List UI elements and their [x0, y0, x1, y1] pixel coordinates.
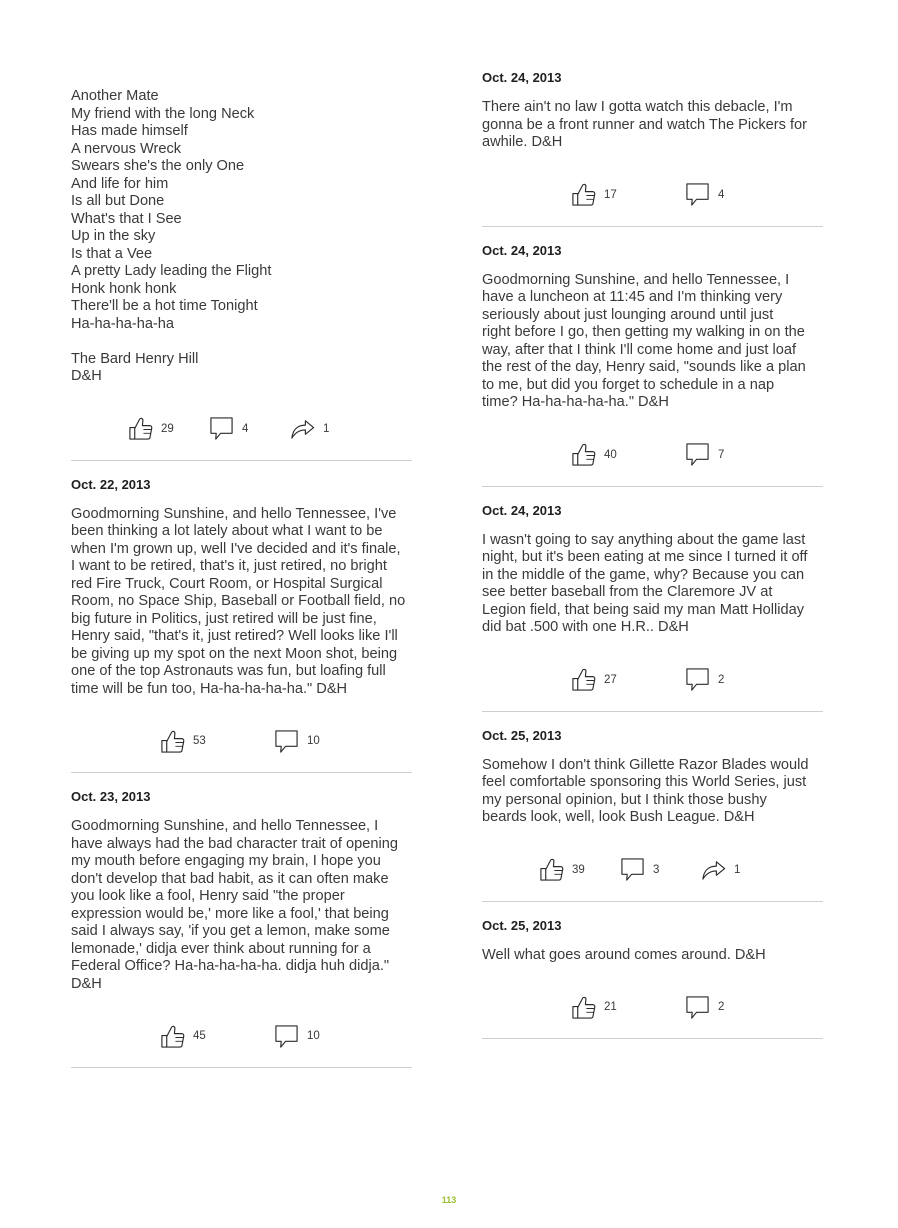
comment-bubble-icon: [685, 995, 710, 1020]
thumbs-up-icon: [160, 729, 185, 754]
post-line: time will be fun too, Ha-ha-ha-ha-ha." D&H: [71, 680, 348, 697]
thumbs-up-icon: [160, 1024, 185, 1049]
post-line: night, but it's been eating at me since I turned it off: [482, 549, 808, 565]
post-body: [71, 818, 412, 993]
post-actions: [71, 726, 412, 756]
share-count: 1: [734, 863, 741, 876]
post-body: [482, 272, 823, 412]
poem-line: Swears she's the only One: [71, 158, 245, 174]
like-count: 21: [604, 1001, 617, 1013]
like-count: 40: [604, 448, 617, 461]
poem-line: Honk honk honk: [71, 280, 177, 297]
thumbs-up-icon: [571, 182, 596, 207]
comment-bubble-icon: [274, 1024, 299, 1049]
post-line: I want to be retired, that's it, just retired, no bright: [71, 558, 387, 574]
post-body: [482, 947, 823, 965]
post-body: [482, 757, 823, 827]
poem-body: [71, 88, 412, 386]
thumbs-up-icon: [539, 857, 564, 882]
poem-line: Ha-ha-ha-ha-ha: [71, 315, 175, 332]
post-date: Oct. 24, 2013: [482, 502, 562, 518]
like-button[interactable]: [571, 440, 617, 470]
post-line: see better baseball from the Claremore JV at: [482, 584, 773, 600]
poem-line: A nervous Wreck: [71, 140, 182, 157]
post-oct-25-a: [482, 728, 823, 902]
like-button[interactable]: [160, 1021, 206, 1051]
post-date: Oct. 24, 2013: [482, 70, 562, 85]
post-actions: [71, 414, 412, 444]
post-line: have always had the bad character trait of opening: [71, 835, 398, 852]
post-date: Oct. 23, 2013: [71, 789, 151, 804]
post-oct-24-a: [482, 70, 823, 227]
post-body: [482, 99, 823, 152]
post-line: lemonade,' didja ever think about running for a: [71, 940, 371, 957]
like-button[interactable]: [571, 665, 617, 695]
like-count: 29: [161, 422, 174, 435]
comment-count: 7: [718, 448, 725, 461]
post-line: way, after that I think I'll come home and just loaf: [482, 341, 797, 358]
share-button[interactable]: [701, 855, 740, 885]
post-line: the rest of the day, Henry said, "sounds like a plan: [482, 359, 806, 375]
post-line: beards look, well, look Bush League. D&H: [482, 809, 755, 825]
post-oct-23: [71, 789, 412, 1068]
comment-button[interactable]: [685, 665, 724, 695]
post-line: in the middle of the game, why? Because you can: [482, 566, 805, 583]
post-actions: [482, 992, 823, 1022]
post-line: Somehow I don't think Gillette Razor Blades would: [482, 756, 809, 773]
post-line: don't develop that bad habit, as it can often make: [71, 870, 389, 887]
post-line: Goodmorning Sunshine, and hello Tennessee, I: [71, 818, 379, 834]
post-line: D&H: [71, 975, 102, 992]
post-oct-22: [71, 477, 412, 774]
comment-count: 4: [718, 188, 725, 201]
poem-signature: D&H: [71, 368, 102, 384]
post-actions: [482, 180, 823, 210]
post-date: Oct. 25, 2013: [482, 727, 562, 743]
comment-count: 2: [718, 673, 725, 686]
post-oct-24-c: [482, 503, 823, 712]
poem-signature: The Bard Henry Hill: [71, 350, 199, 367]
share-arrow-icon: [701, 857, 726, 882]
poem-line: My friend with the long Neck: [71, 105, 255, 122]
post-line: time? Ha-ha-ha-ha-ha." D&H: [482, 394, 669, 410]
post-actions: [482, 665, 823, 695]
post-line: red Fire Truck, Court Room, or Hospital Surgical: [71, 575, 383, 592]
post-line: Legion field, that being said my man Matt Holliday: [482, 601, 805, 618]
post-line: have a luncheon at 11:45 and I'm thinking very: [482, 289, 783, 305]
like-count: 39: [572, 863, 585, 876]
post-line: Goodmorning Sunshine, and hello Tennessee, I: [482, 271, 790, 288]
comment-count: 3: [653, 863, 660, 876]
post-date: Oct. 25, 2013: [482, 917, 562, 933]
post-line: Room, no Space Ship, Baseball or Football field, no: [71, 593, 406, 609]
poem-line: Is that a Vee: [71, 245, 153, 262]
comment-bubble-icon: [685, 182, 710, 207]
post-line: my mouth before engaging my brain, I hope you: [71, 853, 381, 869]
post-actions: [482, 440, 823, 470]
poem-line: And life for him: [71, 175, 169, 192]
post-actions: [71, 1021, 412, 1051]
post-body: [482, 532, 823, 637]
post-line: feel comfortable sponsoring this World Series, just: [482, 774, 807, 790]
post-line: be giving up my spot on the next Moon shot, being: [71, 645, 398, 662]
post-date: Oct. 24, 2013: [482, 242, 562, 258]
comment-button[interactable]: [685, 992, 724, 1022]
thumbs-up-icon: [128, 416, 153, 441]
comment-count: 2: [718, 1001, 725, 1013]
like-count: 17: [604, 188, 617, 201]
comment-button[interactable]: [274, 1021, 320, 1051]
post-line: said I always say, 'if you get a lemon, make some: [71, 923, 390, 939]
post-line: There ain't no law I gotta watch this debacle, I'm: [482, 99, 793, 115]
poem-line: What's that I See: [71, 210, 182, 227]
post-line: Goodmorning Sunshine, and hello Tennessee, I've: [71, 505, 397, 522]
comment-button[interactable]: [209, 414, 248, 444]
post-line: gonna be a front runner and watch The Pickers for: [482, 116, 808, 133]
poem-post: [71, 88, 412, 461]
post-line: my personal opinion, but I think those bushy: [482, 791, 767, 808]
comment-bubble-icon: [685, 667, 710, 692]
like-button[interactable]: [128, 414, 174, 444]
poem-line: There'll be a hot time Tonight: [71, 298, 258, 314]
post-line: did bat .500 with one H.R.. D&H: [482, 619, 689, 635]
post-line: been thinking a lot lately about what I want to be: [71, 523, 383, 539]
share-arrow-icon: [290, 416, 315, 441]
share-count: 1: [323, 422, 330, 435]
comment-count: 4: [242, 422, 249, 435]
poem-line: A pretty Lady leading the Flight: [71, 263, 272, 279]
page-number: 113: [441, 1195, 457, 1205]
like-count: 27: [604, 673, 617, 686]
post-oct-25-b: [482, 918, 823, 1040]
stanza-gap: [71, 333, 412, 351]
like-button[interactable]: [571, 992, 617, 1022]
post-line: you look like a fool, Henry said "the proper: [71, 888, 345, 904]
comment-bubble-icon: [209, 416, 234, 441]
like-button[interactable]: [571, 180, 617, 210]
poem-line: Has made himself: [71, 123, 188, 139]
share-button[interactable]: [290, 414, 329, 444]
right-column: [482, 70, 823, 1039]
comment-button[interactable]: [620, 855, 659, 885]
post-actions: [482, 855, 823, 885]
left-column: [71, 88, 412, 1068]
thumbs-up-icon: [571, 667, 596, 692]
post-line: right before I go, then getting my walking in on the: [482, 324, 805, 340]
post-oct-24-b: [482, 243, 823, 487]
poem-line: Another Mate: [71, 88, 159, 104]
post-line: big future in Politics, just retired will be just fine,: [71, 610, 377, 627]
post-line: one of the top Astronauts was fun, but loafing full: [71, 663, 386, 679]
post-line: when I'm grown up, well I've decided and it's finale,: [71, 540, 401, 557]
like-count: 45: [193, 1030, 206, 1042]
post-line: expression would be,' more like a fool,' that being: [71, 905, 389, 922]
comment-count: 10: [307, 1030, 320, 1042]
post-line: I wasn't going to say anything about the game last: [482, 531, 806, 548]
comment-bubble-icon: [620, 857, 645, 882]
comment-button[interactable]: [685, 180, 724, 210]
post-line: Henry said, "that's it, just retired? Well looks like I'll: [71, 628, 398, 644]
comment-button[interactable]: [685, 440, 724, 470]
like-button[interactable]: [539, 855, 585, 885]
comment-bubble-icon: [274, 729, 299, 754]
post-date: Oct. 22, 2013: [71, 476, 151, 492]
post-line: Well what goes around comes around. D&H: [482, 946, 766, 963]
post-line: awhile. D&H: [482, 134, 563, 150]
like-button[interactable]: [160, 726, 206, 756]
comment-bubble-icon: [685, 442, 710, 467]
poem-line: Is all but Done: [71, 193, 165, 209]
comment-count: 10: [307, 735, 320, 747]
poem-line: Up in the sky: [71, 228, 156, 244]
comment-button[interactable]: [274, 726, 320, 756]
thumbs-up-icon: [571, 995, 596, 1020]
like-count: 53: [193, 735, 206, 747]
post-line: seriously about just lounging around until just: [482, 306, 774, 323]
post-line: Federal Office? Ha-ha-ha-ha-ha. didja huh didja.": [71, 958, 390, 974]
post-line: to me, but did you forget to schedule in a nap: [482, 376, 775, 393]
post-body: [71, 506, 412, 699]
thumbs-up-icon: [571, 442, 596, 467]
